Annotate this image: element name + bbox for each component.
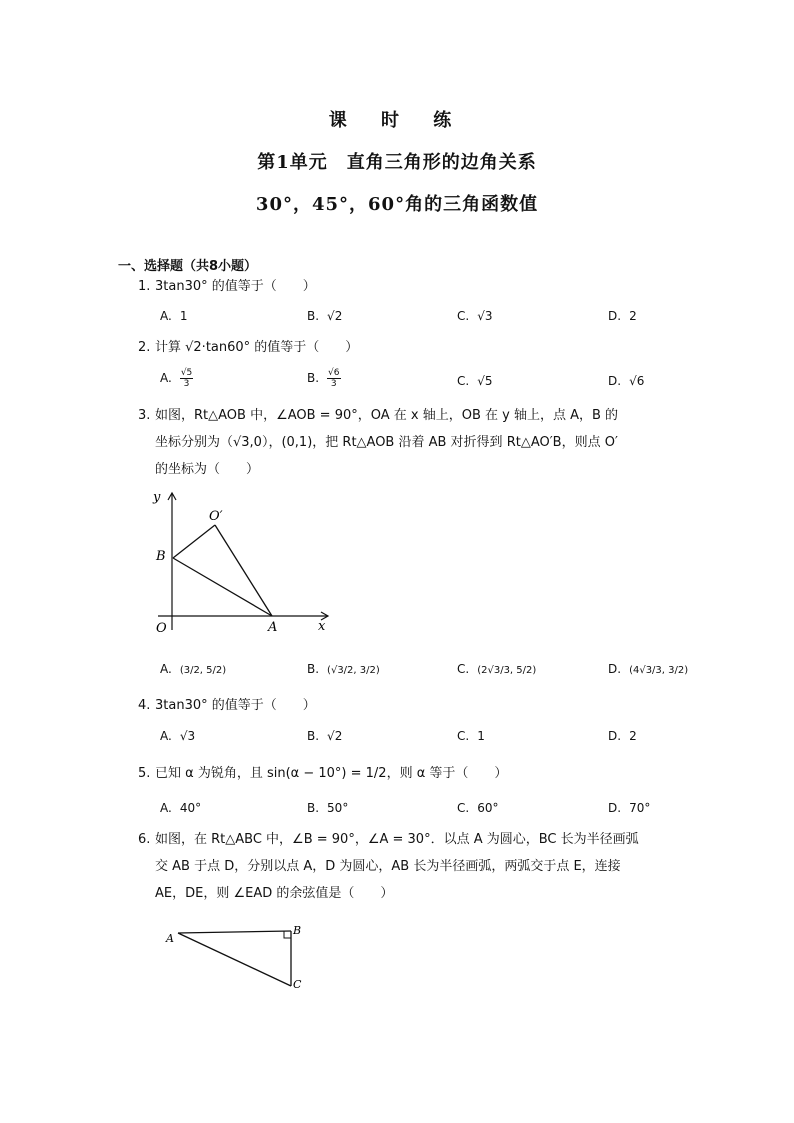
- option-5a[interactable]: A. 40°: [160, 801, 202, 815]
- option-4a[interactable]: A. √3: [160, 729, 196, 743]
- label-b: B: [293, 924, 302, 937]
- option-3d[interactable]: D. (4√3/3, 3/2): [608, 662, 689, 676]
- question-text: 3tan30° 的值等于（ ）: [155, 698, 316, 713]
- question-4: [138, 692, 678, 719]
- page-title: 课 时 练: [328, 110, 466, 131]
- fraction: $\frac{√5}{3}$: [180, 368, 193, 389]
- label-c: C: [293, 978, 302, 991]
- option-2c[interactable]: C. √5: [457, 374, 493, 388]
- label-o-prime: O′: [209, 509, 223, 524]
- question-5: [138, 760, 678, 787]
- fraction: $\frac{√6}{3}$: [328, 368, 340, 389]
- option-4b[interactable]: B. √2: [307, 729, 343, 743]
- segment-bo-prime: [173, 525, 215, 558]
- segment-ac: [178, 933, 291, 986]
- lesson-title: 30°，45°，60°角的三角函数值: [255, 194, 539, 215]
- option-1d[interactable]: D. 2: [608, 309, 637, 323]
- triangle-figure: [160, 920, 320, 1000]
- option-2a[interactable]: A. $\frac{√5}{3}$: [160, 368, 193, 389]
- option-5c[interactable]: C. 60°: [457, 801, 499, 815]
- question-text: 已知 α 为锐角，且 sin(α − 10°) = 1/2，则 α 等于（ ）: [155, 766, 508, 781]
- option-5d[interactable]: D. 70°: [608, 801, 651, 815]
- option-2d[interactable]: D. √6: [608, 374, 645, 388]
- section-heading: 一、选择题（共8小题）: [118, 259, 258, 274]
- option-5b[interactable]: B. 50°: [307, 801, 349, 815]
- question-number: 6.: [138, 832, 151, 847]
- segment-o-prime-a: [215, 525, 272, 616]
- option-4d[interactable]: D. 2: [608, 729, 637, 743]
- question-number: 2.: [138, 340, 151, 355]
- segment-ab: [178, 931, 291, 933]
- question-6: [138, 826, 678, 907]
- question-text: 3tan30° 的值等于（ ）: [155, 279, 316, 294]
- option-2b[interactable]: B. $\frac{√6}{3}$: [307, 368, 340, 389]
- right-angle-mark: [284, 931, 291, 938]
- question-text-line1: 如图，Rt△AOB 中，∠AOB = 90°，OA 在 x 轴上，OB 在 y 轴上，点 A，B 的: [155, 408, 619, 423]
- question-1: [138, 273, 678, 300]
- question-2: [138, 334, 678, 361]
- label-x: x: [318, 619, 326, 634]
- option-4c[interactable]: C. 1: [457, 729, 485, 743]
- unit-title: 第1单元 直角三角形的边角关系: [257, 152, 537, 173]
- question-number: 3.: [138, 408, 151, 423]
- label-o: O: [156, 621, 167, 635]
- question-3: [138, 402, 678, 483]
- label-y: y: [153, 490, 161, 505]
- question-text-line3: 的坐标为（ ）: [155, 462, 260, 477]
- question-number: 1.: [138, 279, 151, 294]
- option-1c[interactable]: C. √3: [457, 309, 493, 323]
- question-text-line2: 交 AB 于点 D，分别以点 A，D 为圆心，AB 长为半径画弧，两弧交于点 E，连接: [155, 859, 621, 874]
- option-3a[interactable]: A. (3/2, 5/2): [160, 662, 227, 676]
- question-text-line1: 如图，在 Rt△ABC 中，∠B = 90°，∠A = 30°．以点 A 为圆心，BC 长为半径画弧: [155, 832, 639, 847]
- label-a: A: [268, 620, 278, 635]
- option-1b[interactable]: B. √2: [307, 309, 343, 323]
- coordinate-figure: [148, 485, 338, 635]
- label-b: B: [156, 549, 166, 564]
- question-text-line2: 坐标分别为（√3,0），(0,1)，把 Rt△AOB 沿着 AB 对折得到 Rt△AO′B，则点 O′: [155, 435, 618, 450]
- segment-ba: [173, 558, 272, 616]
- question-number: 5.: [138, 766, 151, 781]
- question-number: 4.: [138, 698, 151, 713]
- label-a: A: [166, 932, 174, 945]
- option-3c[interactable]: C. (2√3/3, 5/2): [457, 662, 537, 676]
- option-1a[interactable]: A. 1: [160, 309, 188, 323]
- option-3b[interactable]: B. (√3/2, 3/2): [307, 662, 380, 676]
- question-text: 计算 √2·tan60° 的值等于（ ）: [155, 340, 359, 355]
- question-text-line3: AE，DE，则 ∠EAD 的余弦值是（ ）: [155, 886, 394, 901]
